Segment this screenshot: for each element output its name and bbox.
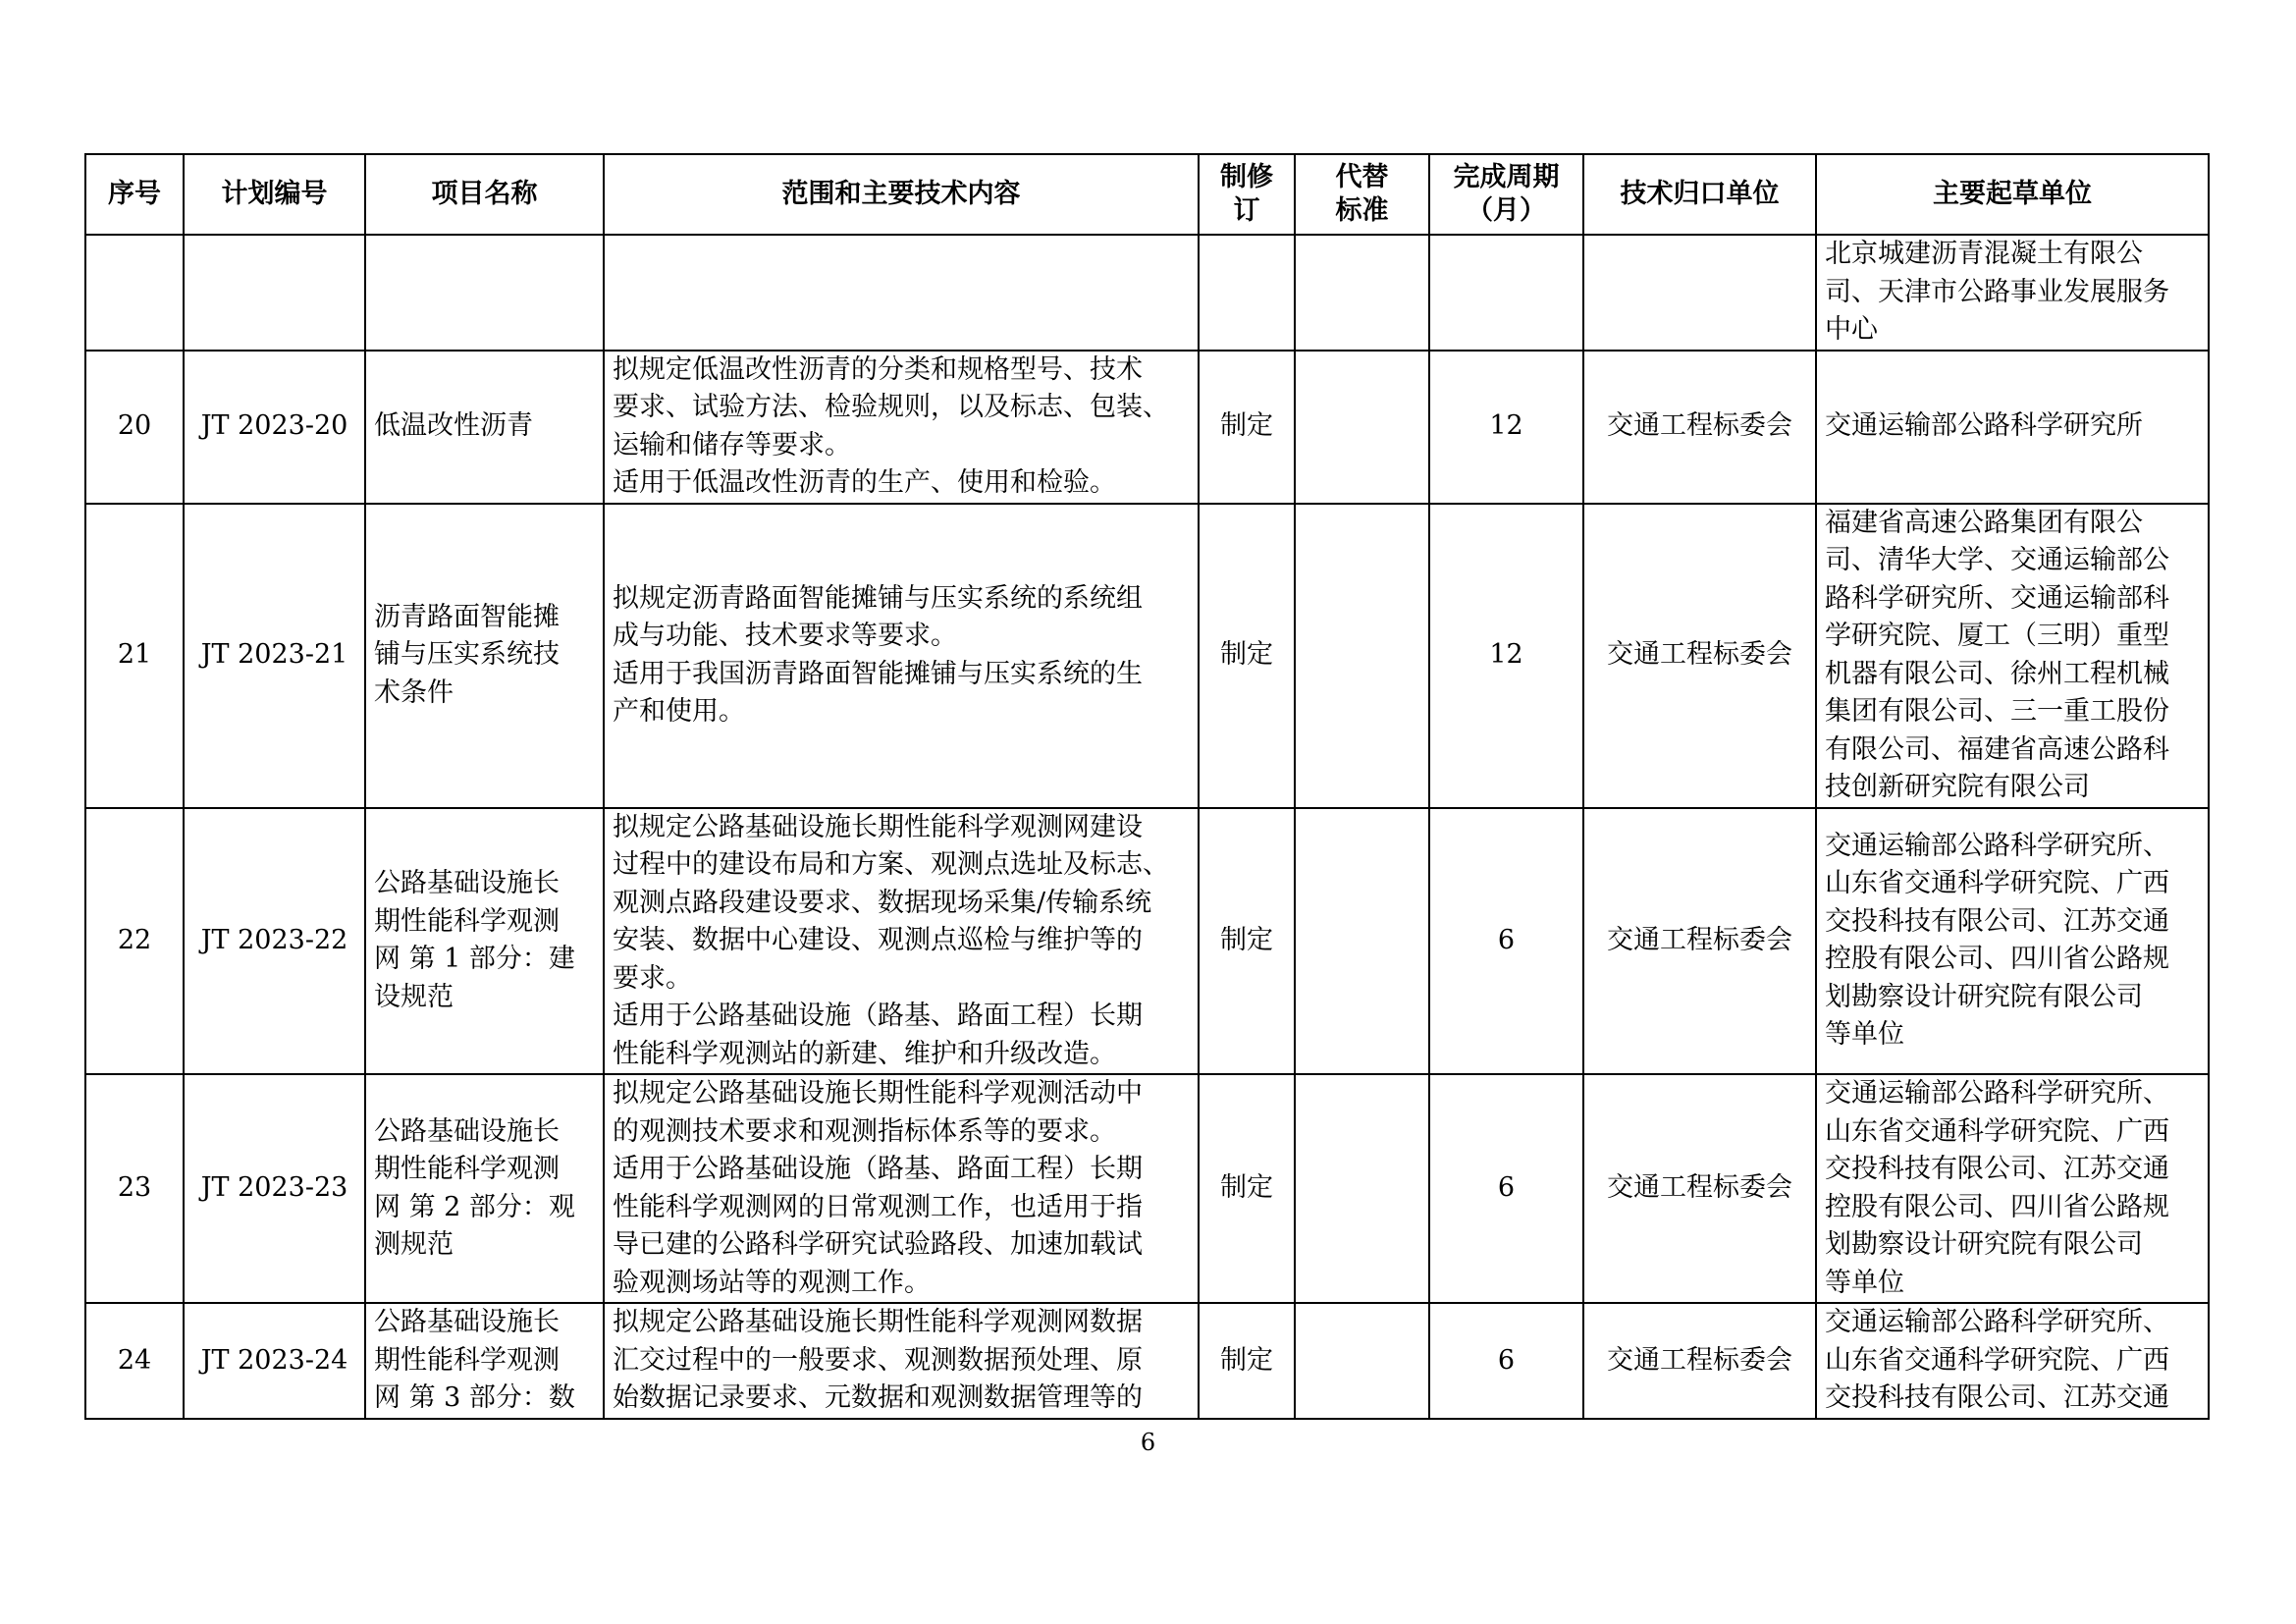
cell-seq: 20	[85, 351, 184, 504]
cell-seq	[85, 235, 184, 351]
cell-revision-type: 制定	[1199, 808, 1295, 1075]
cell-technical-unit: 交通工程标委会	[1583, 504, 1816, 808]
cell-completion-period: 12	[1429, 351, 1583, 504]
cell-project-name: 公路基础设施长 期性能科学观测 网 第 2 部分：观 测规范	[365, 1074, 604, 1303]
cell-replaced-standard	[1295, 351, 1429, 504]
cell-plan-number: JT 2023-21	[184, 504, 365, 808]
cell-drafting-units: 福建省高速公路集团有限公 司、清华大学、交通运输部公 路科学研究所、交通运输部科 学研究院、厦工（三明）重型 机器有限公司、徐州工程机械 集团有限公司、三一重工股份 有限公司、福建省高速公路科 技创新研究院有限公司	[1816, 504, 2209, 808]
cell-technical-unit: 交通工程标委会	[1583, 351, 1816, 504]
table-header-row	[85, 154, 2209, 235]
header-plan-number: 计划编号	[184, 154, 365, 235]
table-row	[85, 1074, 2209, 1303]
cell-drafting-units: 交通运输部公路科学研究所、 山东省交通科学研究院、广西 交投科技有限公司、江苏交通	[1816, 1303, 2209, 1419]
cell-completion-period: 6	[1429, 808, 1583, 1075]
cell-drafting-units: 交通运输部公路科学研究所、 山东省交通科学研究院、广西 交投科技有限公司、江苏交通 控股有限公司、四川省公路规 划勘察设计研究院有限公司 等单位	[1816, 808, 2209, 1075]
table-row	[85, 351, 2209, 504]
cell-completion-period: 6	[1429, 1074, 1583, 1303]
cell-revision-type: 制定	[1199, 351, 1295, 504]
header-drafting-units: 主要起草单位	[1816, 154, 2209, 235]
cell-replaced-standard	[1295, 235, 1429, 351]
standards-plan-table	[84, 153, 2210, 1420]
cell-seq: 23	[85, 1074, 184, 1303]
cell-replaced-standard	[1295, 1303, 1429, 1419]
cell-completion-period: 6	[1429, 1303, 1583, 1419]
cell-completion-period: 12	[1429, 504, 1583, 808]
cell-project-name: 低温改性沥青	[365, 351, 604, 504]
cell-project-name: 沥青路面智能摊 铺与压实系统技 术条件	[365, 504, 604, 808]
header-seq: 序号	[85, 154, 184, 235]
header-completion-period: 完成周期 （月）	[1429, 154, 1583, 235]
cell-drafting-units: 北京城建沥青混凝土有限公 司、天津市公路事业发展服务 中心	[1816, 235, 2209, 351]
cell-scope-content: 拟规定低温改性沥青的分类和规格型号、技术 要求、试验方法、检验规则，以及标志、包装、 运输和储存等要求。 适用于低温改性沥青的生产、使用和检验。	[604, 351, 1199, 504]
cell-revision-type: 制定	[1199, 504, 1295, 808]
header-replaced-standard: 代替 标准	[1295, 154, 1429, 235]
cell-seq: 21	[85, 504, 184, 808]
cell-drafting-units: 交通运输部公路科学研究所、 山东省交通科学研究院、广西 交投科技有限公司、江苏交通 控股有限公司、四川省公路规 划勘察设计研究院有限公司 等单位	[1816, 1074, 2209, 1303]
cell-technical-unit: 交通工程标委会	[1583, 808, 1816, 1075]
cell-project-name: 公路基础设施长 期性能科学观测 网 第 1 部分：建 设规范	[365, 808, 604, 1075]
page-number: 6	[1140, 1429, 1156, 1456]
cell-scope-content	[604, 235, 1199, 351]
table-row	[85, 808, 2209, 1075]
cell-seq: 22	[85, 808, 184, 1075]
header-scope-content: 范围和主要技术内容	[604, 154, 1199, 235]
cell-plan-number	[184, 235, 365, 351]
cell-technical-unit: 交通工程标委会	[1583, 1074, 1816, 1303]
table-row-continued	[85, 235, 2209, 351]
header-revision-type: 制修 订	[1199, 154, 1295, 235]
cell-replaced-standard	[1295, 808, 1429, 1075]
cell-project-name	[365, 235, 604, 351]
cell-revision-type: 制定	[1199, 1074, 1295, 1303]
cell-project-name: 公路基础设施长 期性能科学观测 网 第 3 部分：数	[365, 1303, 604, 1419]
cell-completion-period	[1429, 235, 1583, 351]
cell-plan-number: JT 2023-23	[184, 1074, 365, 1303]
cell-seq: 24	[85, 1303, 184, 1419]
cell-revision-type: 制定	[1199, 1303, 1295, 1419]
cell-revision-type	[1199, 235, 1295, 351]
cell-plan-number: JT 2023-24	[184, 1303, 365, 1419]
header-project-name: 项目名称	[365, 154, 604, 235]
cell-technical-unit: 交通工程标委会	[1583, 1303, 1816, 1419]
table-row	[85, 504, 2209, 808]
cell-scope-content: 拟规定公路基础设施长期性能科学观测活动中 的观测技术要求和观测指标体系等的要求。 适用于公路基础设施（路基、路面工程）长期 性能科学观测网的日常观测工作，也适用于指 导已建的公路科学研究试验路段、加速加载试 验观测场站等的观测工作。	[604, 1074, 1199, 1303]
cell-scope-content: 拟规定公路基础设施长期性能科学观测网建设 过程中的建设布局和方案、观测点选址及标志、 观测点路段建设要求、数据现场采集/传输系统 安装、数据中心建设、观测点巡检与维护等的 要求。 适用于公路基础设施（路基、路面工程）长期 性能科学观测站的新建、维护和升级改造。	[604, 808, 1199, 1075]
cell-plan-number: JT 2023-22	[184, 808, 365, 1075]
cell-scope-content: 拟规定公路基础设施长期性能科学观测网数据 汇交过程中的一般要求、观测数据预处理、原 始数据记录要求、元数据和观测数据管理等的	[604, 1303, 1199, 1419]
cell-drafting-units: 交通运输部公路科学研究所	[1816, 351, 2209, 504]
cell-plan-number: JT 2023-20	[184, 351, 365, 504]
cell-replaced-standard	[1295, 504, 1429, 808]
cell-replaced-standard	[1295, 1074, 1429, 1303]
header-technical-unit: 技术归口单位	[1583, 154, 1816, 235]
cell-technical-unit	[1583, 235, 1816, 351]
table-row	[85, 1303, 2209, 1419]
cell-scope-content: 拟规定沥青路面智能摊铺与压实系统的系统组 成与功能、技术要求等要求。 适用于我国沥青路面智能摊铺与压实系统的生 产和使用。	[604, 504, 1199, 808]
